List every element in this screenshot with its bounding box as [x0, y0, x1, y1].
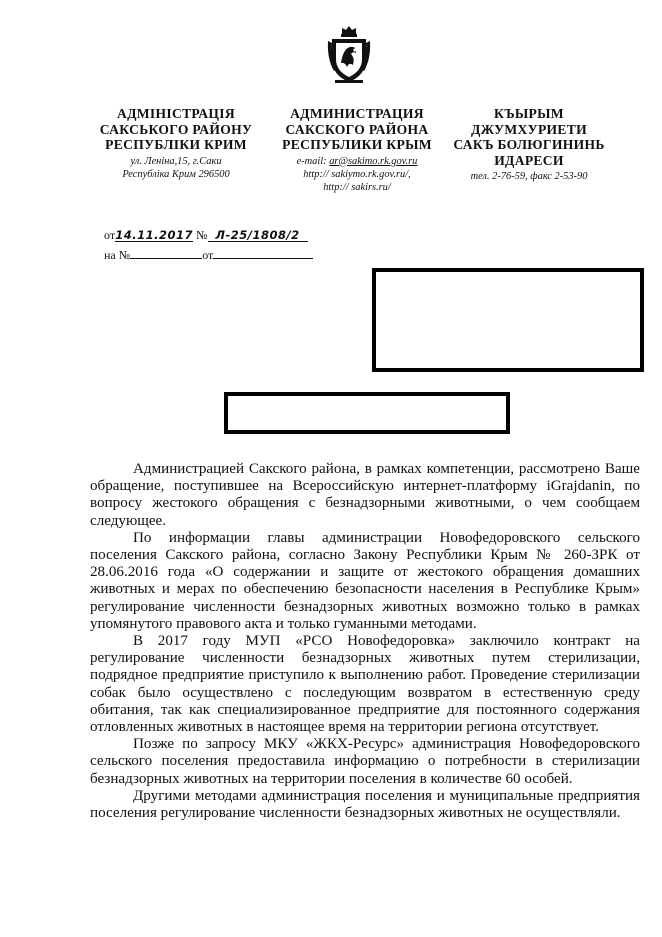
email-link[interactable]: ar@sakimo.rk.gov.ru: [329, 155, 418, 167]
header-title-line: РЕСПУБЛИКИ КРЫМ: [282, 137, 432, 152]
paragraph: Позже по запросу МКУ «ЖКХ-Ресурс» администрация Новофедоровского сельского поселения предоставила информацию о потребности в стерилизации безнадзорных животных на территории поселения в количестве 60 особей.: [90, 736, 640, 787]
contacts-block: [272, 155, 442, 194]
outgoing-number: Л-25/1808/2: [208, 228, 308, 242]
coat-of-arms-icon: [326, 25, 372, 85]
header-title-line: САКСКОГО РАЙОНА: [285, 121, 429, 137]
outgoing-date: 14.11.2017: [115, 228, 193, 242]
header-title-line: АДМІНІСТРАЦІЯ: [117, 106, 235, 121]
header-ukrainian: [86, 106, 266, 181]
reply-from-label: от: [202, 248, 214, 262]
paragraph: Другими методами администрация поселения и муниципальные предприятия поселения регулирование численности безнадзорных животных не осуществляли.: [90, 787, 640, 822]
phone-line: тел. 2-76-59, факс 2-53-90: [470, 171, 588, 182]
letter-body: [90, 461, 640, 822]
from-label: от: [104, 228, 116, 242]
address-line: ул. Леніна,15, г.Саки: [130, 155, 222, 167]
header-title-line: ИДАРЕСИ: [494, 152, 564, 168]
paragraph: Администрацией Сакского района, в рамках компетенции, рассмотрено Ваше обращение, поступившее на Всероссийскую интернет-платформу iGrajdanin, по вопросу жестокого обращения с безнадзорными животными, о чем сообщаем следующее.: [90, 461, 640, 529]
reply-number-label: на №: [104, 248, 131, 262]
header-crimean-tatar: [444, 106, 614, 183]
reply-line: [104, 245, 313, 262]
paragraph: По информации главы администрации Новофедоровского сельского поселения Сакского района, согласно Закону Республики Крым № 260-ЗРК от 28.06.2016 года «О содержании и защите от жестокого обращения домашних животных и мерах по обеспечению безопасности населения в Республике Крым» регулирование численности безнадзорных животных возможно только в рамках упомянутого правового акта и только гуманными методами.: [90, 529, 640, 632]
website-line: http:// sakirs.ru/: [323, 181, 391, 193]
number-label: №: [196, 228, 208, 242]
header-russian: [272, 106, 442, 194]
website-line: http:// sakiymo.rk.gov.ru/,: [303, 168, 411, 180]
header-title-line: АДМИНИСТРАЦИЯ: [290, 106, 424, 121]
reply-date-field: [213, 245, 313, 259]
redacted-addressee: [372, 268, 644, 372]
email-line: [272, 155, 442, 168]
address-block: [86, 155, 266, 181]
email-label: e-mail:: [296, 155, 330, 167]
header-title-line: САКЪ БОЛЮГИНИНЬ: [453, 137, 605, 152]
reply-number-field: [130, 245, 202, 259]
address-line: Республіка Крим 296500: [122, 168, 230, 180]
header-title-line: РЕСПУБЛІКИ КРИМ: [105, 137, 247, 152]
registration-line: [104, 228, 308, 242]
header-title-line: КЪЫРЫМ ДЖУМХУРИЕТИ: [470, 106, 588, 137]
header-title-line: САКСЬКОГО РАЙОНУ: [99, 121, 253, 137]
redacted-name: [224, 392, 510, 434]
paragraph: В 2017 году МУП «РСО Новофедоровка» заключило контракт на регулирование численности безнадзорных животных путем стерилизации, подрядное предприятие приступило к выполнению работ. Проведение стерилизации собак было осуществлено с последующим возвратом в естественную среду обитания, так как специализированное предприятие для постоянного содержания отловленных животных в настоящее время на территории региона отсутствует.: [90, 633, 640, 736]
